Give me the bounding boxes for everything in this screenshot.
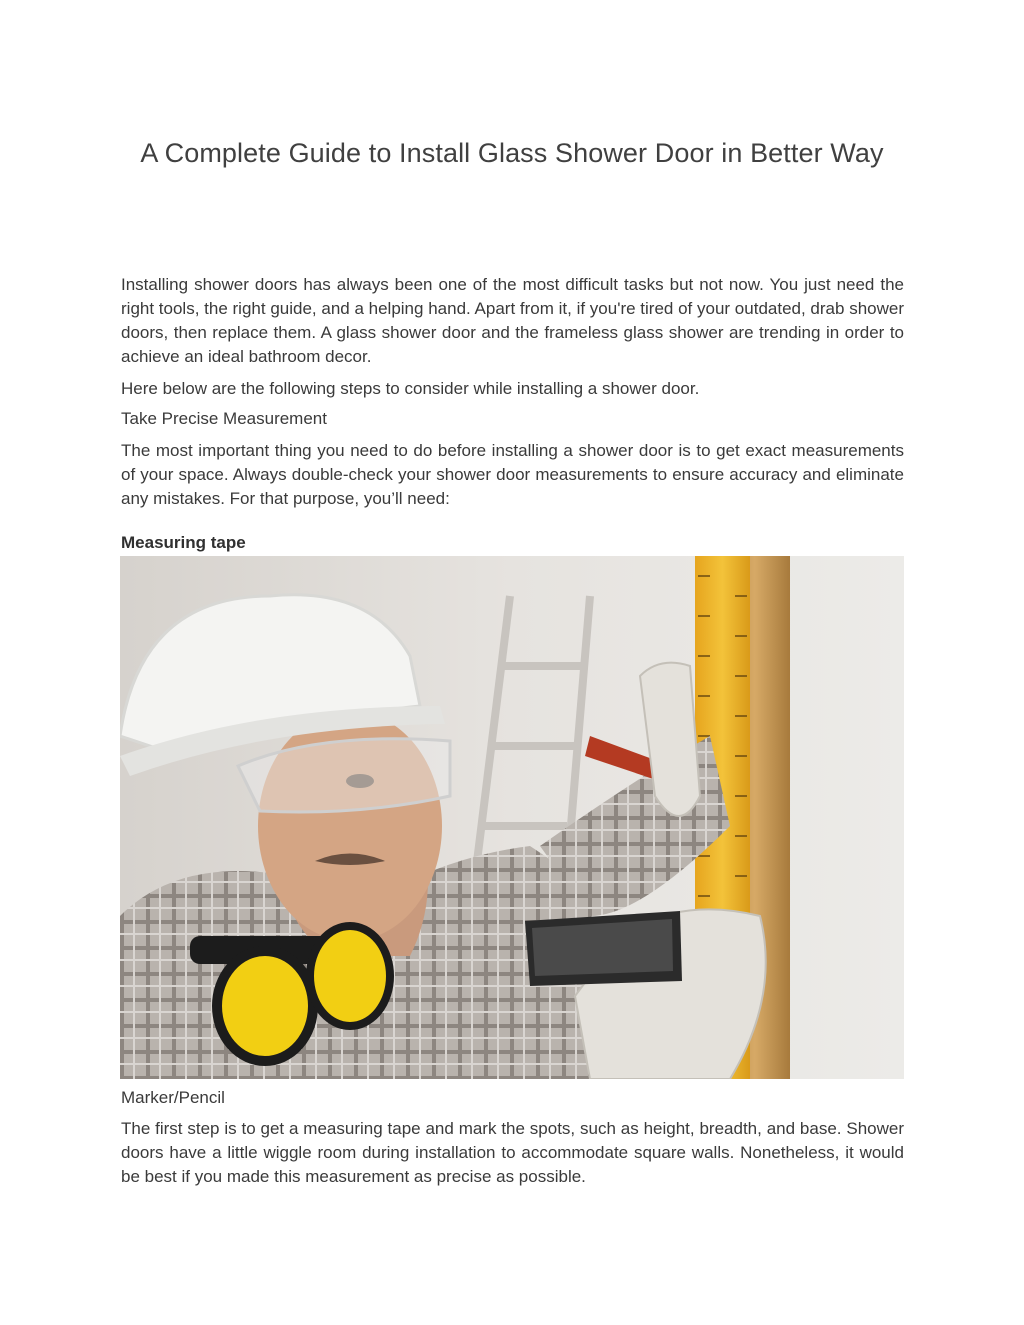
steps-intro-paragraph: Here below are the following steps to consider while installing a shower door. — [121, 379, 700, 398]
intro-paragraph: Installing shower doors has always been one of the most difficult tasks but not now. You just need the right tools, the right guide, and a helping hand. Apart from it, if you're tired of your outdated, drab shower doors, then replace them. A glass shower door and the frameless glass shower are trending in order to achieve an ideal bathroom decor. — [121, 275, 904, 366]
document-title: A Complete Guide to Install Glass Shower Door in Better Way — [140, 138, 884, 168]
worker-measuring-photo — [120, 556, 904, 1079]
measurement-paragraph: The most important thing you need to do before installing a shower door is to get exact measurements of your space. Always double-check your shower door measurements to ensure accuracy and eliminate any mistakes. For that purpose, you’ll need: — [121, 441, 904, 508]
section-heading: Take Precise Measurement — [121, 409, 327, 428]
tool-marker-pencil-label: Marker/Pencil — [121, 1088, 225, 1107]
tool-measuring-tape-label: Measuring tape — [121, 533, 246, 552]
first-step-paragraph: The first step is to get a measuring tape and mark the spots, such as height, breadth, and base. Shower doors have a little wiggle room during installation to accommodate square walls. Nonetheless, it would be best if you made this measurement as precise as possible. — [121, 1119, 904, 1186]
